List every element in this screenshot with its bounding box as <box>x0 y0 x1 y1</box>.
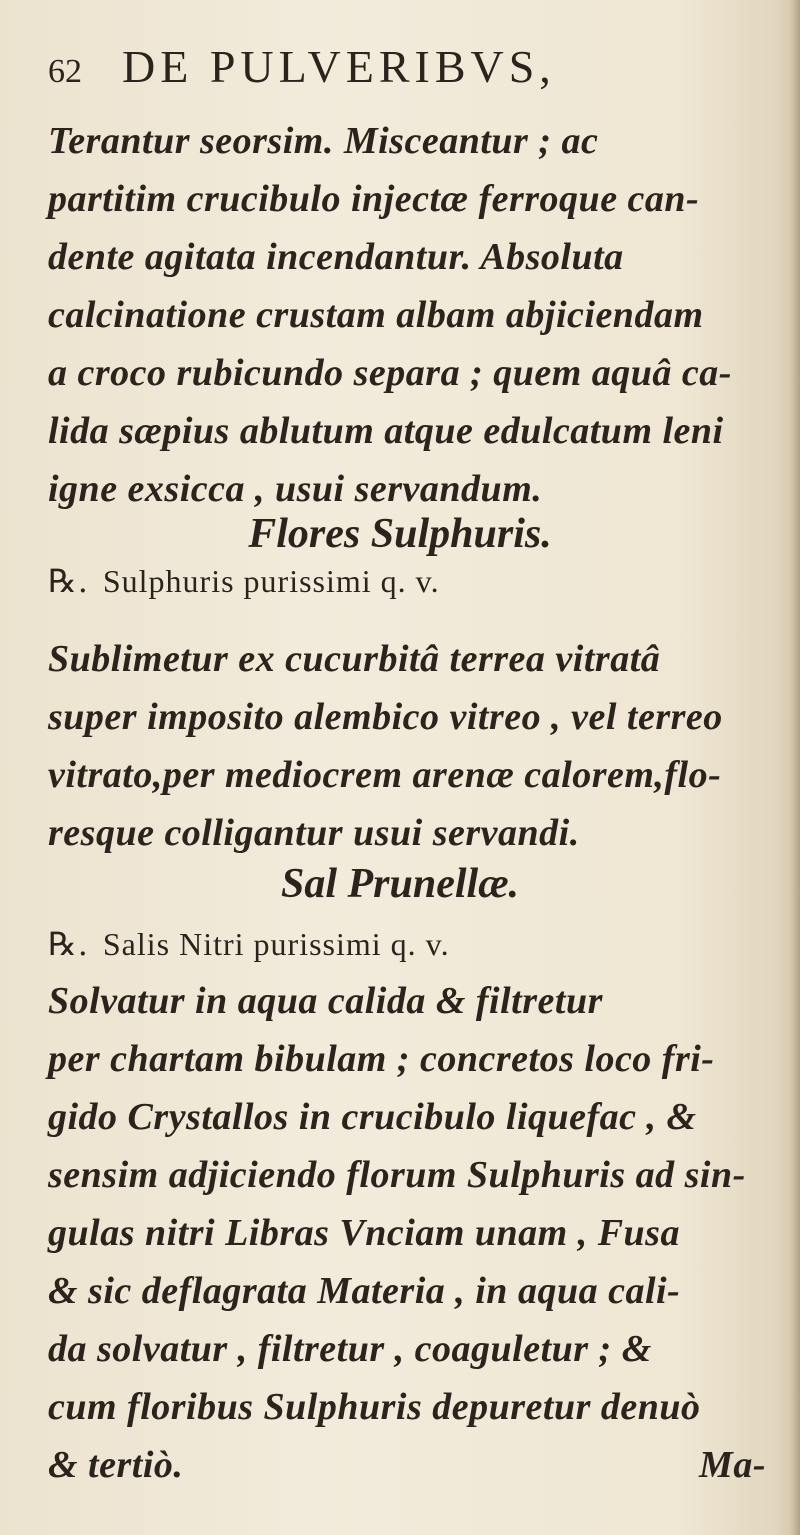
running-head: DE PULVERIBVS, <box>122 41 556 92</box>
text-line: igne exsicca , usui servandum. <box>48 468 543 510</box>
recipe-symbol: ℞. <box>48 562 89 600</box>
text-line: & tertiò. <box>48 1444 184 1486</box>
text-line: Sublimetur ex cucurbitâ terrea vitratâ <box>48 638 661 680</box>
text-line: dente agitata incendantur. Absoluta <box>48 236 624 278</box>
section-heading: Flores Sulphuris. <box>248 511 552 557</box>
text-line: gulas nitri Libras Vnciam unam , Fusa <box>48 1212 680 1254</box>
text-line: calcinatione crustam albam abjiciendam <box>48 294 704 336</box>
text-line: a croco rubicundo separa ; quem aquâ ca- <box>48 352 732 394</box>
text-line: super imposito alembico vitreo , vel terreo <box>48 696 723 738</box>
page-number: 62 <box>48 53 82 90</box>
page-header <box>48 40 768 100</box>
recipe-ingredient: Salis Nitri purissimi q. v. <box>102 926 450 962</box>
text-line: cum floribus Sulphuris depuretur denuò <box>48 1386 701 1428</box>
text-line: & sic deflagrata Materia , in aqua cali- <box>48 1270 681 1312</box>
text-line: partitim crucibulo injectæ ferroque can- <box>48 178 700 220</box>
text-line: lida sæpius ablutum atque edulcatum leni <box>48 410 724 452</box>
page-gutter-shadow <box>790 0 800 1535</box>
recipe-line <box>48 925 450 963</box>
recipe-line <box>48 562 440 600</box>
text-line: vitrato,per mediocrem arenæ calorem,flo- <box>48 754 722 796</box>
text-line: per chartam bibulam ; concretos loco fri- <box>48 1038 715 1080</box>
recipe-symbol: ℞. <box>48 925 89 963</box>
text-line: gido Crystallos in crucibulo liquefac , & <box>48 1096 697 1138</box>
text-line: sensim adjiciendo florum Sulphuris ad sin- <box>48 1154 746 1196</box>
catchword: Ma- <box>699 1444 766 1486</box>
text-line: resque colligantur usui servandi. <box>48 812 580 854</box>
text-line: Terantur seorsim. Misceantur ; ac <box>48 120 599 162</box>
section-heading: Sal Prunellæ. <box>280 861 520 907</box>
text-line: da solvatur , filtretur , coaguletur ; & <box>48 1328 652 1370</box>
recipe-ingredient: Sulphuris purissimi q. v. <box>102 563 440 599</box>
text-line: Solvatur in aqua calida & filtretur <box>48 980 603 1022</box>
